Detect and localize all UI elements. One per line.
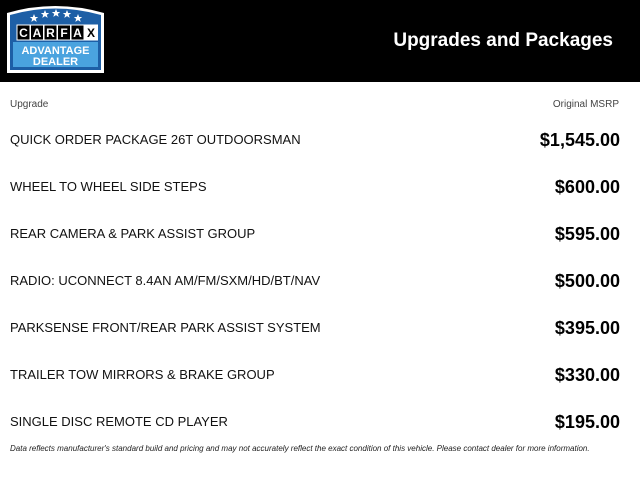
upgrade-name: RADIO: UCONNECT 8.4AN AM/FM/SXM/HD/BT/NAV [10, 273, 321, 288]
carfax-letter: A [73, 26, 82, 40]
upgrade-row [0, 176, 640, 223]
carfax-letter: C [19, 26, 28, 40]
carfax-badge-graphic [4, 3, 107, 78]
upgrade-row [0, 223, 640, 270]
upgrade-price: $595.00 [554, 224, 620, 244]
upgrade-row [0, 270, 640, 317]
disclaimer-text: Data reflects manufacturer's standard build and pricing and may not accurately reflect the exact condition of this vehicle. Please contact dealer for more information. [10, 444, 590, 453]
upgrade-name: WHEEL TO WHEEL SIDE STEPS [10, 179, 207, 194]
upgrade-price: $1,545.00 [539, 130, 620, 150]
upgrade-price: $330.00 [554, 365, 620, 385]
upgrade-price: $395.00 [554, 318, 620, 338]
upgrade-price: $500.00 [554, 271, 620, 291]
page-title: Upgrades and Packages [393, 30, 613, 51]
upgrade-row [0, 364, 640, 411]
upgrade-price: $600.00 [554, 177, 620, 197]
upgrade-row [0, 129, 640, 176]
upgrade-name: REAR CAMERA & PARK ASSIST GROUP [10, 226, 256, 241]
upgrade-row [0, 317, 640, 364]
upgrade-name: SINGLE DISC REMOTE CD PLAYER [10, 414, 228, 429]
carfax-letter: F [60, 26, 68, 40]
column-header-msrp: Original MSRP [552, 99, 619, 110]
carfax-letter: A [32, 26, 42, 40]
page-header [0, 0, 640, 82]
carfax-letter: X [86, 26, 96, 40]
carfax-advantage-dealer-logo [4, 3, 107, 78]
column-header-upgrade: Upgrade [10, 99, 49, 110]
upgrade-price: $195.00 [554, 412, 620, 432]
upgrade-name: QUICK ORDER PACKAGE 26T OUTDOORSMAN [10, 132, 301, 147]
badge-line2: DEALER [32, 56, 79, 68]
upgrade-name: TRAILER TOW MIRRORS & BRAKE GROUP [10, 367, 275, 382]
carfax-letter: R [46, 26, 55, 40]
upgrade-name: PARKSENSE FRONT/REAR PARK ASSIST SYSTEM [10, 320, 321, 335]
badge-line1: ADVANTAGE [21, 45, 90, 57]
